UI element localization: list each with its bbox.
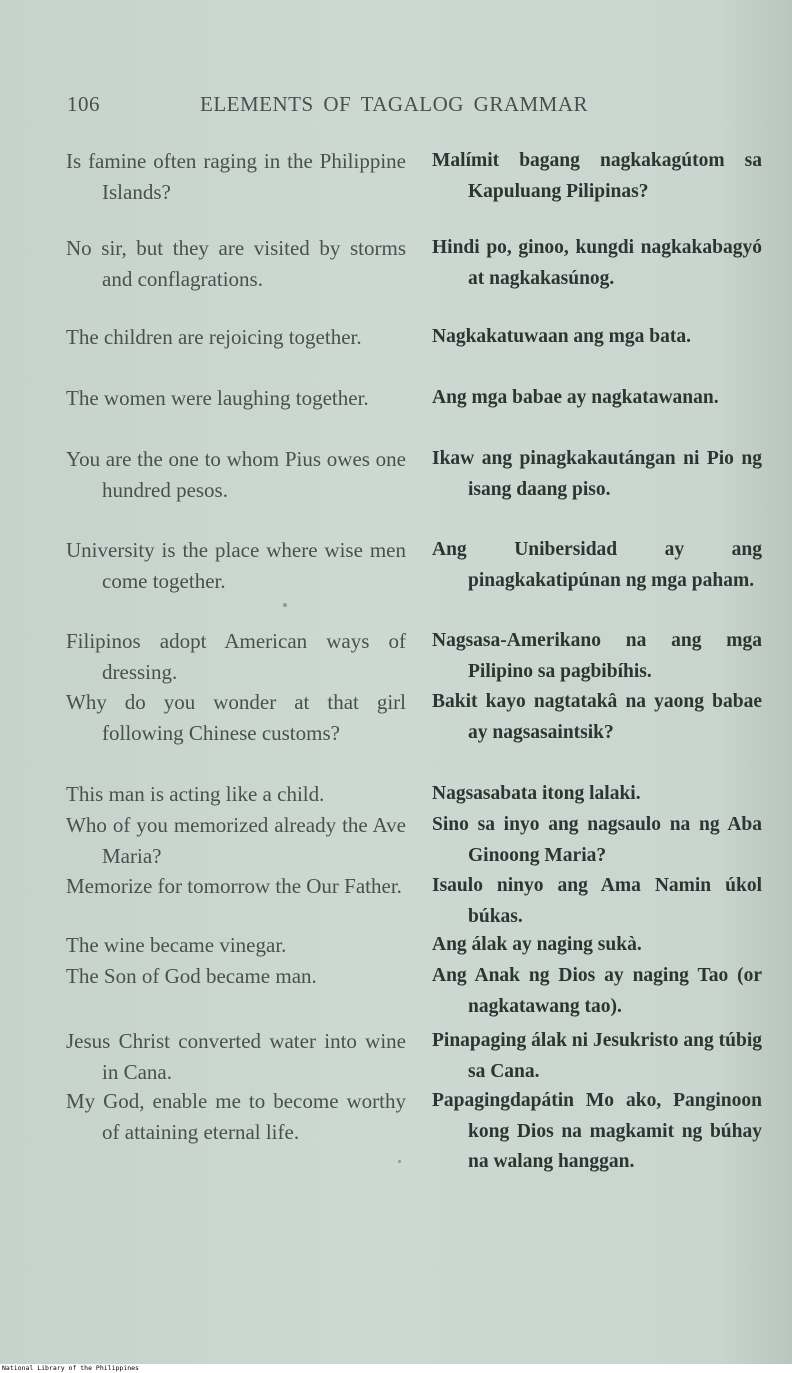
tagalog-sentence: Malímit bagang nagkakagútom sa Kapuluang Pilipinas? <box>432 150 762 202</box>
tagalog-sentence: Nagkakatuwaan ang mga bata. <box>432 326 691 347</box>
tagalog-sentence: Ang mga babae ay nagkatawanan. <box>432 387 719 408</box>
tagalog-sentence: Ang Anak ng Dios ay naging Tao (or nagkatawang tao). <box>432 965 762 1017</box>
english-sentence: Jesus Christ converted water into wine in Cana. <box>66 1029 406 1084</box>
english-sentence: Is famine often raging in the Philippine Islands? <box>66 149 406 204</box>
english-sentence: My God, enable me to become worthy of attaining eternal life. <box>66 1089 406 1144</box>
tagalog-sentence: Nagsasa-Amerikano na ang mga Pilipino sa pagbibíhis. <box>432 630 762 682</box>
running-header <box>67 92 647 122</box>
english-sentence: This man is acting like a child. <box>66 782 325 806</box>
english-sentence: You are the one to whom Pius owes one hundred pesos. <box>66 447 406 502</box>
page-number: 106 <box>67 92 100 116</box>
english-sentence: No sir, but they are visited by storms and conflagrations. <box>66 236 406 291</box>
english-sentence: University is the place where wise men come together. <box>66 538 406 593</box>
paper-speck <box>283 603 287 607</box>
tagalog-sentence: Ikaw ang pinagkakautángan ni Pio ng isang daang piso. <box>432 448 762 500</box>
tagalog-sentence: Papagingdapátin Mo ako, Panginoon kong Dios na magkamit ng búhay na walang hanggan. <box>432 1090 762 1172</box>
running-title: ELEMENTS OF TAGALOG GRAMMAR <box>200 92 589 116</box>
tagalog-sentence: Ang álak ay naging sukà. <box>432 934 642 955</box>
tagalog-sentence: Nagsasabata itong lalaki. <box>432 783 641 804</box>
tagalog-sentence: Bakit kayo nagtatakâ na yaong babae ay nagsasaintsik? <box>432 691 762 743</box>
english-sentence: The women were laughing together. <box>66 386 369 410</box>
english-sentence: Filipinos adopt American ways of dressing. <box>66 629 406 684</box>
tagalog-sentence: Isaulo ninyo ang Ama Namin úkol búkas. <box>432 875 762 927</box>
english-sentence: Why do you wonder at that girl following Chinese customs? <box>66 690 406 745</box>
tagalog-sentence: Ang Unibersidad ay ang pinagkakatipúnan ng mga paham. <box>432 539 762 591</box>
tagalog-sentence: Sino sa inyo ang nagsaulo na ng Aba Ginoong Maria? <box>432 814 762 866</box>
english-sentence: Who of you memorized already the Ave Maria? <box>66 813 406 868</box>
tagalog-sentence: Hindi po, ginoo, kungdi nagkakabagyó at nagkakasúnog. <box>432 237 762 289</box>
paper-speck <box>398 1160 401 1163</box>
english-sentence: The children are rejoicing together. <box>66 325 362 349</box>
english-sentence: The wine became vinegar. <box>66 933 287 957</box>
tagalog-sentence: Pinapaging álak ni Jesukristo ang túbig sa Cana. <box>432 1030 762 1082</box>
library-credit: National Library of the Philippines <box>0 1364 792 1373</box>
english-sentence: The Son of God became man. <box>66 964 317 988</box>
english-sentence: Memorize for tomorrow the Our Father. <box>66 874 402 898</box>
